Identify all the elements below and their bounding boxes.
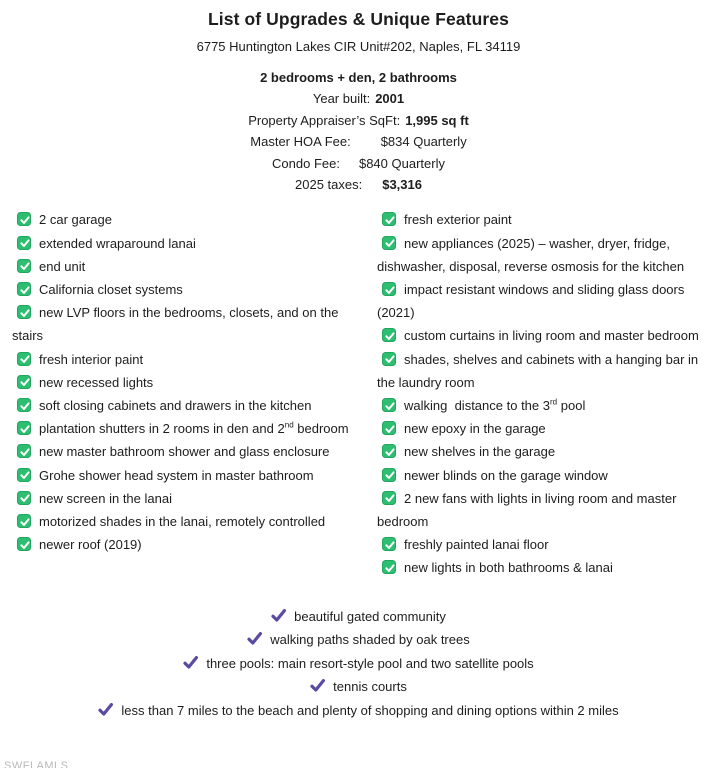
green-checkbox-icon [17, 514, 31, 528]
upgrade-item-label: newer roof (2019) [39, 537, 142, 553]
upgrade-list-item [12, 278, 365, 301]
upgrade-item-label: new shelves in the garage [404, 444, 556, 460]
community-item-label: walking paths shaded by oak trees [270, 632, 470, 648]
community-list-item [0, 605, 717, 629]
green-checkbox-icon [382, 468, 396, 482]
upgrade-list-item [377, 556, 711, 579]
green-checkbox-icon [382, 236, 396, 250]
green-checkbox-icon [382, 328, 396, 342]
upgrade-item-label: extended wraparound lanai [39, 235, 196, 251]
upgrade-list-item [12, 464, 365, 487]
watermark: SWFLAMLS [4, 760, 69, 768]
spec-year-built: Year built: 2001 [312, 91, 405, 107]
purple-check-icon [271, 609, 286, 622]
green-checkbox-icon [382, 537, 396, 551]
upgrade-item-label: motorized shades in the lanai, remotely controlled [39, 514, 326, 530]
community-list-item [0, 675, 717, 699]
upgrades-column-left [12, 208, 365, 556]
community-item-label: tennis courts [333, 679, 407, 695]
spec-taxes: 2025 taxes: $3,316 [295, 177, 422, 193]
upgrade-item-label: Grohe shower head system in master bathroom [39, 467, 314, 483]
upgrade-item-label: fresh exterior paint [404, 212, 512, 228]
green-checkbox-icon [17, 305, 31, 319]
upgrade-item-label: soft closing cabinets and drawers in the kitchen [39, 398, 312, 414]
green-checkbox-icon [382, 560, 396, 574]
upgrade-list-item [12, 371, 365, 394]
green-checkbox-icon [17, 491, 31, 505]
community-list-item [0, 628, 717, 652]
community-list-item [0, 699, 717, 723]
upgrade-list-item [377, 417, 711, 440]
green-checkbox-icon [382, 491, 396, 505]
upgrade-list-item [12, 487, 365, 510]
upgrade-list-item [12, 394, 365, 417]
purple-check-icon [310, 679, 325, 692]
upgrade-item-label: custom curtains in living room and master bedroom [404, 328, 699, 344]
upgrade-list-item [12, 232, 365, 255]
upgrade-item-label: California closet systems [39, 282, 183, 298]
purple-check-icon [98, 703, 113, 716]
page-title: List of Upgrades & Unique Features [208, 9, 509, 29]
upgrade-item-label: new recessed lights [39, 374, 154, 390]
green-checkbox-icon [17, 421, 31, 435]
upgrade-list-item [12, 208, 365, 231]
upgrade-list-item [377, 278, 711, 324]
upgrades-column-right [377, 208, 711, 579]
green-checkbox-icon [17, 537, 31, 551]
community-list-item [0, 652, 717, 676]
upgrade-list-item [12, 440, 365, 463]
upgrade-item-label: shades, shelves and cabinets with a hanging bar in the laundry room [377, 351, 699, 390]
upgrade-item-label: newer blinds on the garage window [404, 467, 608, 483]
purple-check-icon [183, 656, 198, 669]
green-checkbox-icon [17, 236, 31, 250]
upgrade-list-item [377, 394, 711, 417]
property-address: 6775 Huntington Lakes CIR Unit#202, Naples, FL 34119 [196, 39, 521, 54]
spec-condo-fee: Condo Fee: $840 Quarterly [272, 155, 445, 171]
upgrade-item-label: new appliances (2025) – washer, dryer, fridge, dishwasher, disposal, reverse osmosis for the kitchen [377, 235, 685, 274]
community-features-list [0, 605, 717, 723]
spec-bedrooms: 2 bedrooms + den, 2 bathrooms [260, 70, 457, 85]
green-checkbox-icon [17, 468, 31, 482]
upgrade-list-item [12, 533, 365, 556]
upgrade-item-label: new screen in the lanai [39, 490, 172, 506]
upgrade-item-label: 2 car garage [39, 212, 112, 228]
upgrade-list-item [377, 324, 711, 347]
upgrade-list-item [377, 440, 711, 463]
green-checkbox-icon [382, 352, 396, 366]
upgrade-list-item [377, 464, 711, 487]
green-checkbox-icon [382, 421, 396, 435]
upgrade-list-item [12, 348, 365, 371]
upgrade-list-item [12, 510, 365, 533]
community-item-label: three pools: main resort-style pool and two satellite pools [206, 655, 534, 671]
upgrade-item-label: new lights in both bathrooms & lanai [404, 560, 613, 576]
upgrade-item-label: walking distance to the 3rd pool [404, 397, 586, 414]
upgrade-item-label: end unit [39, 258, 86, 274]
spec-sqft: Property Appraiser’s SqFt: 1,995 sq ft [248, 112, 469, 128]
green-checkbox-icon [382, 398, 396, 412]
upgrades-checklist [0, 208, 717, 579]
green-checkbox-icon [382, 444, 396, 458]
green-checkbox-icon [17, 282, 31, 296]
green-checkbox-icon [17, 259, 31, 273]
upgrade-item-label: new LVP floors in the bedrooms, closets, and on the stairs [12, 305, 339, 344]
upgrade-list-item [12, 255, 365, 278]
feature-sheet-document [0, 9, 717, 768]
green-checkbox-icon [382, 282, 396, 296]
upgrade-item-label: impact resistant windows and sliding glass doors (2021) [377, 282, 685, 321]
spec-master-hoa-fee: Master HOA Fee: $834 Quarterly [250, 134, 467, 150]
property-specs [0, 67, 717, 195]
community-item-label: beautiful gated community [294, 608, 446, 624]
upgrade-item-label: 2 new fans with lights in living room and master bedroom [377, 490, 677, 530]
green-checkbox-icon [17, 212, 31, 226]
upgrade-list-item [12, 417, 365, 440]
upgrade-item-label: freshly painted lanai floor [404, 537, 549, 553]
upgrade-list-item [377, 533, 711, 556]
upgrade-item-label: fresh interior paint [39, 351, 144, 367]
green-checkbox-icon [382, 212, 396, 226]
upgrade-list-item [12, 301, 365, 347]
green-checkbox-icon [17, 444, 31, 458]
green-checkbox-icon [17, 352, 31, 366]
upgrade-item-label: new master bathroom shower and glass enclosure [39, 444, 330, 460]
upgrade-list-item [377, 208, 711, 231]
green-checkbox-icon [17, 375, 31, 389]
community-item-label: less than 7 miles to the beach and plenty of shopping and dining options within 2 miles [121, 702, 619, 718]
upgrade-item-label: new epoxy in the garage [404, 421, 546, 437]
upgrade-list-item [377, 232, 711, 278]
purple-check-icon [247, 632, 262, 645]
green-checkbox-icon [17, 398, 31, 412]
upgrade-list-item [377, 348, 711, 394]
upgrade-item-label: plantation shutters in 2 rooms in den and 2nd bedroom [39, 420, 349, 437]
upgrade-list-item [377, 487, 711, 533]
